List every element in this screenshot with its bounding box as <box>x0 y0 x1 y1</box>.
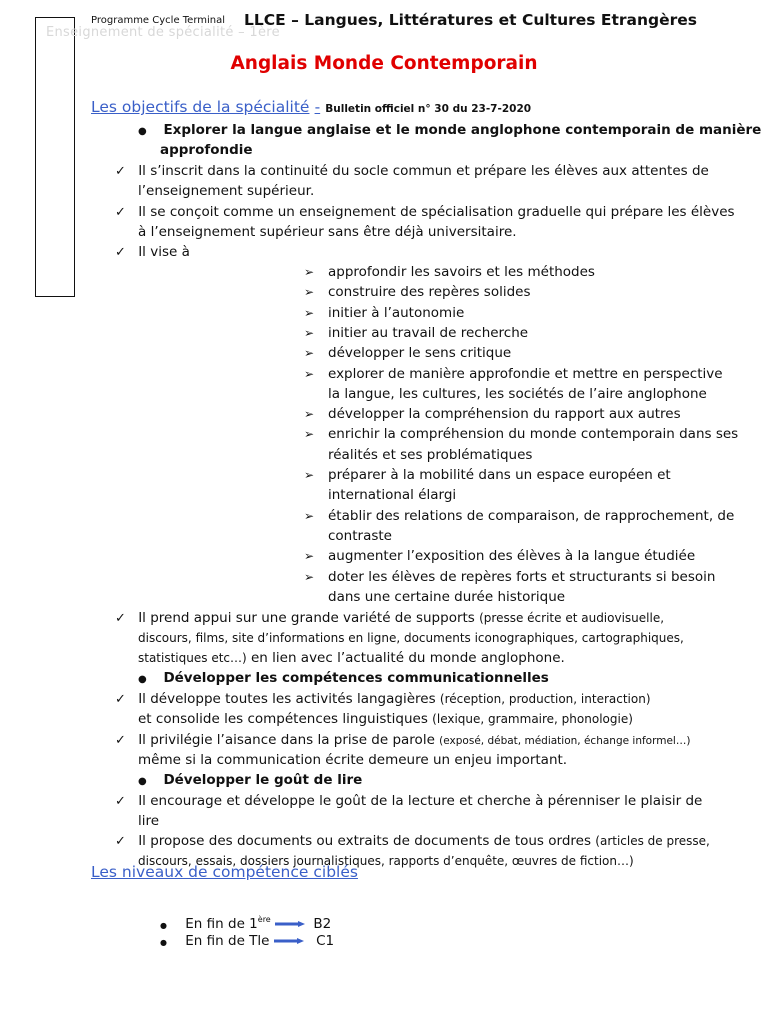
bullet-communication <box>138 668 549 690</box>
check-item-2 <box>115 202 735 223</box>
arrow-bullet-icon: ➢ <box>304 407 315 422</box>
page-title: Anglais Monde Contemporain <box>230 53 538 74</box>
check-1-line2: l’enseignement supérieur. <box>138 183 315 199</box>
programme-label: Programme Cycle Terminal <box>91 15 226 26</box>
level-2-label: En fin de Tle <box>185 933 270 949</box>
arrow-bullet-icon: ➢ <box>304 508 315 523</box>
objective-item <box>304 262 595 282</box>
objective-text: doter les élèves de repères forts et structurants si besoin <box>328 568 716 585</box>
check-icon: ✓ <box>115 794 126 809</box>
check-5-line2 <box>138 709 633 729</box>
objective-text: contraste <box>328 527 392 544</box>
check-icon: ✓ <box>115 164 126 179</box>
objective-text: dans une certaine durée historique <box>328 588 566 605</box>
bullet-explorer-line2: approfondie <box>160 142 253 158</box>
check-4-line3 <box>138 648 565 668</box>
level-2-value: C1 <box>316 933 335 949</box>
arrow-bullet-icon: ➢ <box>304 569 315 584</box>
arrow-bullet-icon: ➢ <box>304 366 315 381</box>
objective-item <box>304 323 529 343</box>
objective-text: initier au travail de recherche <box>328 324 529 341</box>
objective-text: développer la compréhension du rapport aux autres <box>328 406 681 423</box>
level-1-value: B2 <box>313 916 332 932</box>
bullet-communication-text: Développer les compétences communicationnelles <box>163 670 549 686</box>
section-levels-heading <box>91 862 358 881</box>
level-item-2 <box>160 931 334 953</box>
check-item-4 <box>115 608 664 629</box>
bullet-dot-icon: ● <box>138 126 147 137</box>
check-icon: ✓ <box>115 692 126 707</box>
check-8-line2: discours, essais, dossiers journalistiques, rapports d’enquête, œuvres de fiction…) <box>138 854 634 868</box>
llce-title: LLCE – Langues, Littératures et Cultures Etrangères <box>244 11 698 29</box>
objective-text: initier à l’autonomie <box>328 304 465 321</box>
check-6-line2: même si la communication écrite demeure un enjeu important. <box>138 752 568 768</box>
bullet-dot-icon: ● <box>138 776 147 787</box>
check-item-7 <box>115 791 702 812</box>
check-item-3 <box>115 242 190 263</box>
check-item-5 <box>115 689 651 710</box>
bullet-lire-text: Développer le goût de lire <box>163 772 363 788</box>
right-arrow-icon <box>275 921 305 927</box>
heading-dash: - <box>314 98 321 116</box>
check-4-line3a: statistiques etc…) <box>138 651 247 665</box>
objective-text: préparer à la mobilité dans un espace européen et <box>328 467 671 483</box>
objective-item <box>304 424 739 444</box>
check-7-line2: lire <box>138 813 160 829</box>
check-item-6 <box>115 730 690 751</box>
check-3-text: Il vise à <box>138 244 190 260</box>
check-icon: ✓ <box>115 611 126 626</box>
objective-item <box>304 404 681 424</box>
level-1-label: En fin de 1 <box>185 916 258 932</box>
arrow-bullet-icon: ➢ <box>304 285 315 300</box>
bullet-explorer <box>138 120 761 142</box>
check-item-1 <box>115 161 709 182</box>
check-4-line3b: en lien avec l’actualité du monde anglophone. <box>250 650 565 666</box>
bulletin-reference: Bulletin officiel n° 30 du 23-7-2020 <box>325 103 532 115</box>
check-2-line1: Il se conçoit comme un enseignement de spécialisation graduelle qui prépare les élèves <box>138 204 735 220</box>
objective-item <box>304 506 735 526</box>
objective-text: réalités et ses problématiques <box>328 446 533 463</box>
check-item-8 <box>115 831 710 852</box>
objective-item <box>304 364 723 384</box>
arrow-bullet-icon: ➢ <box>304 468 315 482</box>
check-4-line1a: Il prend appui sur une grande variété de supports <box>138 610 475 626</box>
objective-item <box>304 546 696 566</box>
arrow-bullet-icon: ➢ <box>304 265 315 279</box>
bullet-dot-icon: ● <box>160 921 167 930</box>
check-6-line1b: (exposé, débat, médiation, échange informel…) <box>439 735 691 747</box>
objective-text: enrichir la compréhension du monde contemporain dans ses <box>328 426 739 443</box>
right-arrow-icon <box>274 938 304 944</box>
arrow-bullet-icon: ➢ <box>304 305 315 320</box>
check-icon: ✓ <box>115 733 126 748</box>
objective-item <box>304 465 671 485</box>
check-4-line1b: (presse écrite et audiovisuelle, <box>479 611 665 625</box>
check-icon: ✓ <box>115 205 126 220</box>
objectives-heading-text: Les objectifs de la spécialité <box>91 98 310 116</box>
bullet-explorer-line1: Explorer la langue anglaise et le monde anglophone contemporain de manière <box>163 122 762 138</box>
objective-text: établir des relations de comparaison, de rapprochement, de <box>328 507 735 524</box>
check-8-line1b: (articles de presse, <box>595 834 710 848</box>
level-1-sup: ère <box>257 915 271 924</box>
ghost-subtitle: Enseignement de spécialité – 1ère <box>46 25 280 40</box>
objective-text: international élargi <box>328 487 457 504</box>
check-8-line1a: Il propose des documents ou extraits de documents de tous ordres <box>138 833 591 849</box>
levels-heading-text: Les niveaux de compétence ciblés <box>91 863 358 881</box>
check-4-line2: discours, films, site d’informations en ligne, documents iconographiques, cartographiques, <box>138 631 684 645</box>
objective-text: augmenter l’exposition des élèves à la langue étudiée <box>328 548 696 565</box>
objective-item <box>304 343 512 363</box>
arrow-bullet-icon: ➢ <box>304 325 315 340</box>
objective-text: la langue, les cultures, les sociétés de l’aire anglophone <box>328 385 707 402</box>
check-6-line1a: Il privilégie l’aisance dans la prise de parole <box>138 732 435 748</box>
objective-item <box>304 303 465 323</box>
check-5-line2b: (lexique, grammaire, phonologie) <box>432 712 633 726</box>
check-icon: ✓ <box>115 245 126 260</box>
check-1-line1: Il s’inscrit dans la continuité du socle commun et prépare les élèves aux attentes de <box>138 163 709 179</box>
arrow-bullet-icon: ➢ <box>304 549 315 564</box>
objective-text: approfondir les savoirs et les méthodes <box>328 264 595 280</box>
check-7-line1: Il encourage et développe le goût de la lecture et cherche à pérenniser le plaisir de <box>138 793 703 809</box>
check-5-line1a: Il développe toutes les activités langagières <box>138 691 436 707</box>
check-2-line2: à l’enseignement supérieur sans être déjà universitaire. <box>138 224 517 240</box>
check-5-line1b: (réception, production, interaction) <box>439 692 651 706</box>
objective-text: explorer de manière approfondie et mettre en perspective <box>328 365 723 382</box>
section-objectives-heading <box>91 97 531 116</box>
bullet-lire <box>138 770 362 792</box>
check-icon: ✓ <box>115 834 126 849</box>
bullet-dot-icon: ● <box>160 938 167 947</box>
check-5-line2a: et consolide les compétences linguistiques <box>138 711 428 727</box>
arrow-bullet-icon: ➢ <box>304 427 315 442</box>
objective-text: développer le sens critique <box>328 345 512 362</box>
arrow-bullet-icon: ➢ <box>304 346 315 361</box>
objective-text: construire des repères solides <box>328 284 531 301</box>
objective-item <box>304 282 531 302</box>
bullet-dot-icon: ● <box>138 674 147 685</box>
objective-item <box>304 567 716 587</box>
